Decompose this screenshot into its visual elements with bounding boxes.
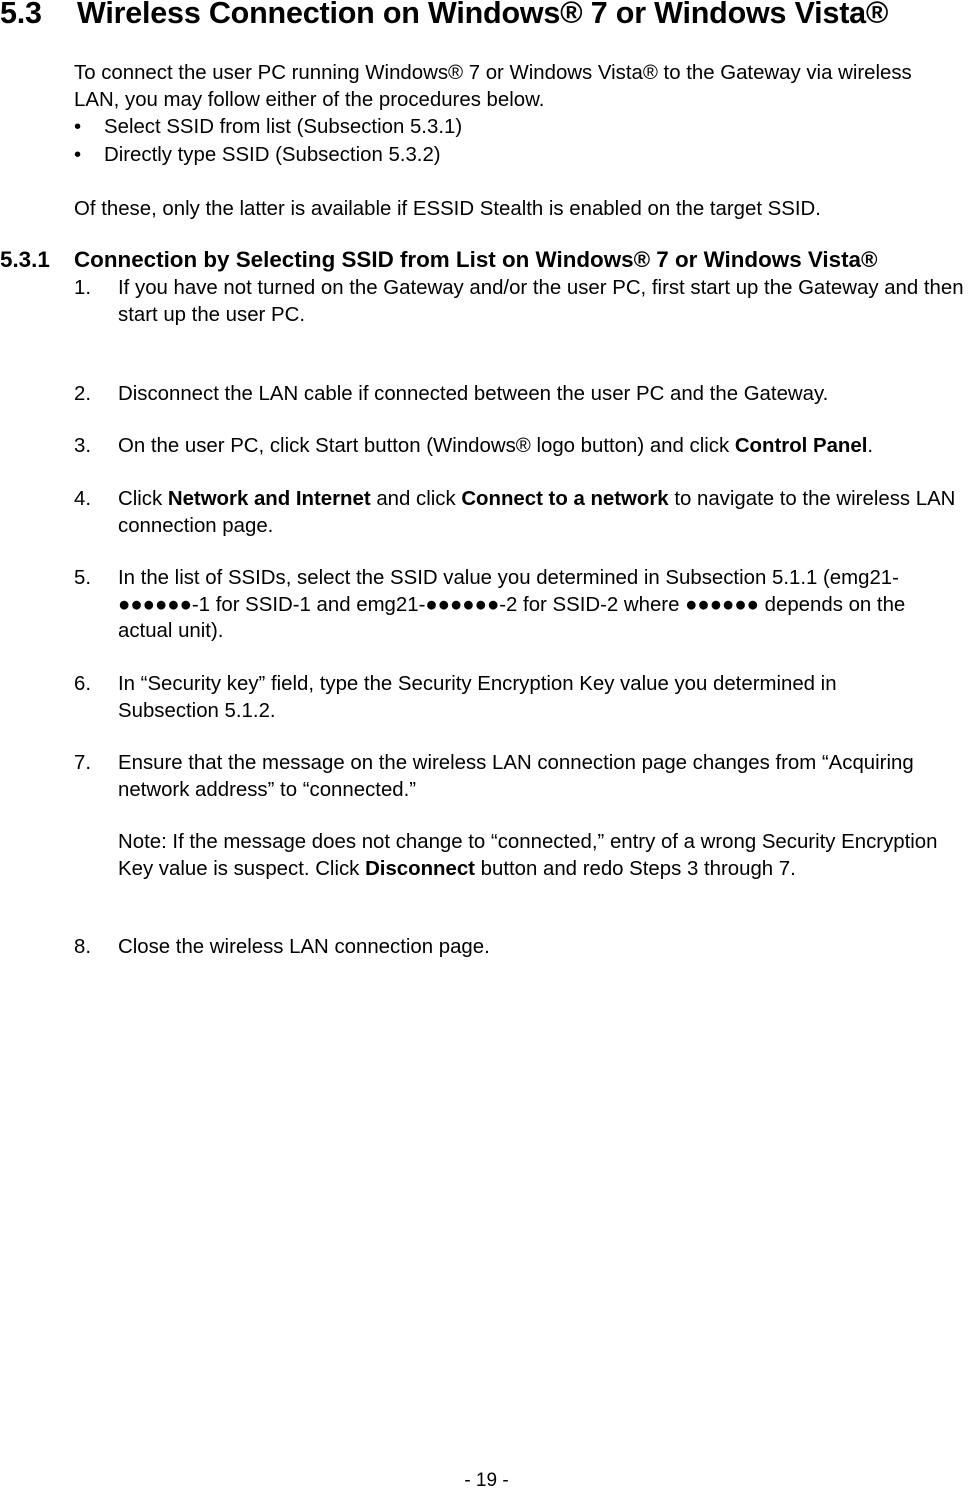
step-number: 3. xyxy=(74,435,92,457)
list-item xyxy=(74,141,462,169)
list-item-text: Select SSID from list (Subsection 5.3.1) xyxy=(104,116,463,138)
text-run: to navigate to the wireless LAN connection page. xyxy=(118,488,956,537)
bold-term: Connect to a network xyxy=(461,488,669,510)
note-text xyxy=(118,831,937,880)
step xyxy=(74,275,973,328)
text-run: and click xyxy=(370,488,462,510)
step-number: 6. xyxy=(74,673,92,695)
intro-paragraph: To connect the user PC running Windows® 7 or Windows Vista® to the Gateway via wireless LAN, you may follow either of the procedures below. xyxy=(74,62,912,111)
section-number: 5.3 xyxy=(0,0,42,30)
step xyxy=(74,750,973,803)
text-run: Note: If the message does not change to “connected,” entry of a wrong Security Encryption Key value is suspect. Click xyxy=(118,831,938,880)
step xyxy=(74,565,973,645)
bold-term: Network and Internet xyxy=(167,488,371,510)
subsection-heading xyxy=(0,247,877,273)
list-item xyxy=(74,113,462,141)
step-text xyxy=(118,750,973,803)
list-item-text: Directly type SSID (Subsection 5.3.2) xyxy=(104,144,441,166)
step-number: 8. xyxy=(74,936,92,958)
text-run: In “Security key” field, type the Security Encryption Key value you determined in Subsection 5.1.2. xyxy=(118,673,837,722)
step-text xyxy=(118,671,973,724)
step-text xyxy=(118,381,973,408)
procedure-list xyxy=(74,113,462,169)
step-text xyxy=(118,934,973,961)
step-text xyxy=(118,275,973,328)
step xyxy=(74,486,973,539)
subsection-number: 5.3.1 xyxy=(0,247,50,272)
text-run: . xyxy=(867,435,874,457)
step-number: 4. xyxy=(74,488,92,510)
bullet-icon: • xyxy=(74,116,82,138)
step xyxy=(74,381,973,408)
stealth-note: Of these, only the latter is available if ESSID Stealth is enabled on the target SSID. xyxy=(74,198,821,220)
bold-term: Control Panel xyxy=(734,435,868,457)
text-run: Disconnect the LAN cable if connected between the user PC and the Gateway. xyxy=(118,383,829,405)
section-title: Wireless Connection on Windows® 7 or Windows Vista® xyxy=(77,0,889,30)
step xyxy=(74,671,973,724)
page-number: - 19 - xyxy=(464,1470,509,1491)
text-run: On the user PC, click Start button (Windows® logo button) and click xyxy=(118,435,735,457)
bullet-icon: • xyxy=(74,144,82,166)
step-number: 2. xyxy=(74,383,92,405)
bold-term: Disconnect xyxy=(365,857,475,880)
text-run: button and redo Steps 3 through 7. xyxy=(474,857,796,880)
text-run: In the list of SSIDs, select the SSID value you determined in Subsection 5.1.1 (emg21-●●●●●●-1 for SSID-1 and emg21-●●●●●●-2 for SSID-2 where ●●●●●● depends on the actual unit). xyxy=(118,567,906,642)
step-text xyxy=(118,565,973,645)
step-text xyxy=(118,486,973,539)
step xyxy=(74,934,973,961)
section-heading xyxy=(0,0,888,31)
step-number: 1. xyxy=(74,277,92,299)
step-text xyxy=(118,433,973,460)
text-run: Click xyxy=(118,488,168,510)
text-run: If you have not turned on the Gateway and/or the user PC, first start up the Gateway and then start up the user PC. xyxy=(118,277,964,326)
subsection-title: Connection by Selecting SSID from List on Windows® 7 or Windows Vista® xyxy=(74,247,878,272)
step-number: 5. xyxy=(74,567,92,589)
text-run: Close the wireless LAN connection page. xyxy=(118,936,490,958)
step-number: 7. xyxy=(74,752,92,774)
step xyxy=(74,433,973,460)
step-note xyxy=(118,829,968,882)
text-run: Ensure that the message on the wireless LAN connection page changes from “Acquiring network address” to “connected.” xyxy=(118,752,914,801)
